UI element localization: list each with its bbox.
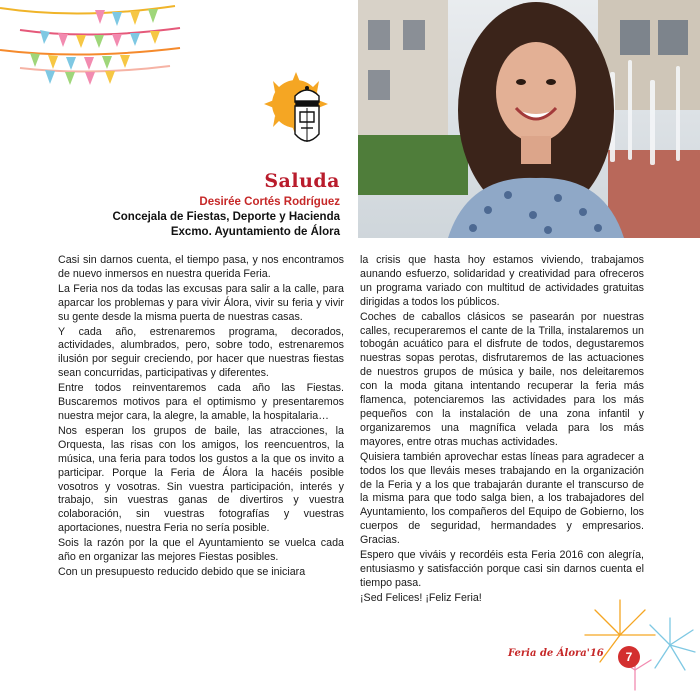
text-column-left xyxy=(58,254,344,581)
text-column-right xyxy=(360,254,644,607)
paragraph: Casi sin darnos cuenta, el tiempo pasa, y nos encontramos de nuevo inmersos en nuestra querida Feria. xyxy=(58,254,344,280)
page-number-badge: 7 xyxy=(618,646,640,668)
paragraph: ¡Sed Felices! ¡Feliz Feria! xyxy=(360,591,482,604)
paragraph: Nos esperan los grupos de baile, las atracciones, la Orquesta, las risas con los amigos, los reencuentros, la música, una feria para todos los gustos a la que os invito a participar. Porque la Feria de Álora la hacéis posible vosotros y vosotras. Sin vuestra participación, interés y trabajo, sin vuestras ganas de divertiros y vuestra colaboración, sin vuestras fotografías y vuestras aportaciones, nuestra Feria no sería posible. xyxy=(58,424,344,535)
paragraph: Espero que viváis y recordéis esta Feria 2016 con alegría, entusiasmo y satisfacción porque casi sin darnos cuenta el tiempo pasa. xyxy=(360,549,644,589)
author-organization: Excmo. Ayuntamiento de Álora xyxy=(170,226,340,238)
portrait-photo xyxy=(358,0,700,238)
coat-of-arms-icon xyxy=(260,72,350,172)
paragraph: Coches de caballos clásicos se pasearán por nuestras calles, recuperaremos el cante de la Trilla, instalaremos un tobogán acuático para el disfrute de todos, degustaremos nuestras sopas perotas, disfrutaremos de las actuaciones de nuestros grupos de música y baile, nos deleitaremos con la moda gitana intentando recuperar la feria más flamenca, potenciaremos las actividades para los más pequeños con la instalación de una zona infantil y organizaremos una magnífica velada para los más mayores, entre otras muchas actividades. xyxy=(360,310,644,448)
paragraph: la crisis que hasta hoy estamos viviendo, trabajamos aunando esfuerzo, solidaridad y creatividad para ofreceros un programa variado con multitud de actividades gratuitas dirigidas a todos los públicos. xyxy=(360,254,644,308)
paragraph: Con un presupuesto reducido debido que se iniciara xyxy=(58,565,306,578)
paragraph: Quisiera también aprovechar estas líneas para agradecer a todos los que lleváis meses trabajando en la organización de la Feria y a los que trabajarán durante el transcurso de la misma para que todo salga bien, a los trabajadores del Ayuntamiento, los compañeros del Equipo de Gobierno, los cuerpos de seguridad, hermandades y empresarios. Gracias. xyxy=(360,450,644,547)
fireworks-icon xyxy=(575,590,700,700)
paragraph: La Feria nos da todas las excusas para salir a la calle, para aparcar los problemas y para vivir Álora, vivir su feria y vivir su gente desde la misma puerta de nuestras casas. xyxy=(58,282,344,323)
paragraph: Y cada año, estrenaremos programa, decorados, actividades, alumbrados, pero, sobre todo, estrenaremos ilusión por seguir creciendo, por hacer que nuestras fiestas sean concurridas, participativas y diferentes. xyxy=(58,325,344,380)
page-heading: Saluda xyxy=(264,170,340,192)
paragraph: Sois la razón por la que el Ayuntamiento se vuelca cada año en organizar las mejores Fiestas posibles. xyxy=(58,537,344,564)
paragraph: Entre todos reinventaremos cada año las Fiestas. Buscaremos motivos para el optimismo y presentaremos nuestra mejor cara, la alegre, la amable, la hospitalaria… xyxy=(58,382,344,422)
author-name: Desirée Cortés Rodríguez xyxy=(199,196,340,208)
footer-title: Feria de Álora'16 xyxy=(508,648,604,659)
author-role: Concejala de Fiestas, Deporte y Hacienda xyxy=(112,211,340,223)
